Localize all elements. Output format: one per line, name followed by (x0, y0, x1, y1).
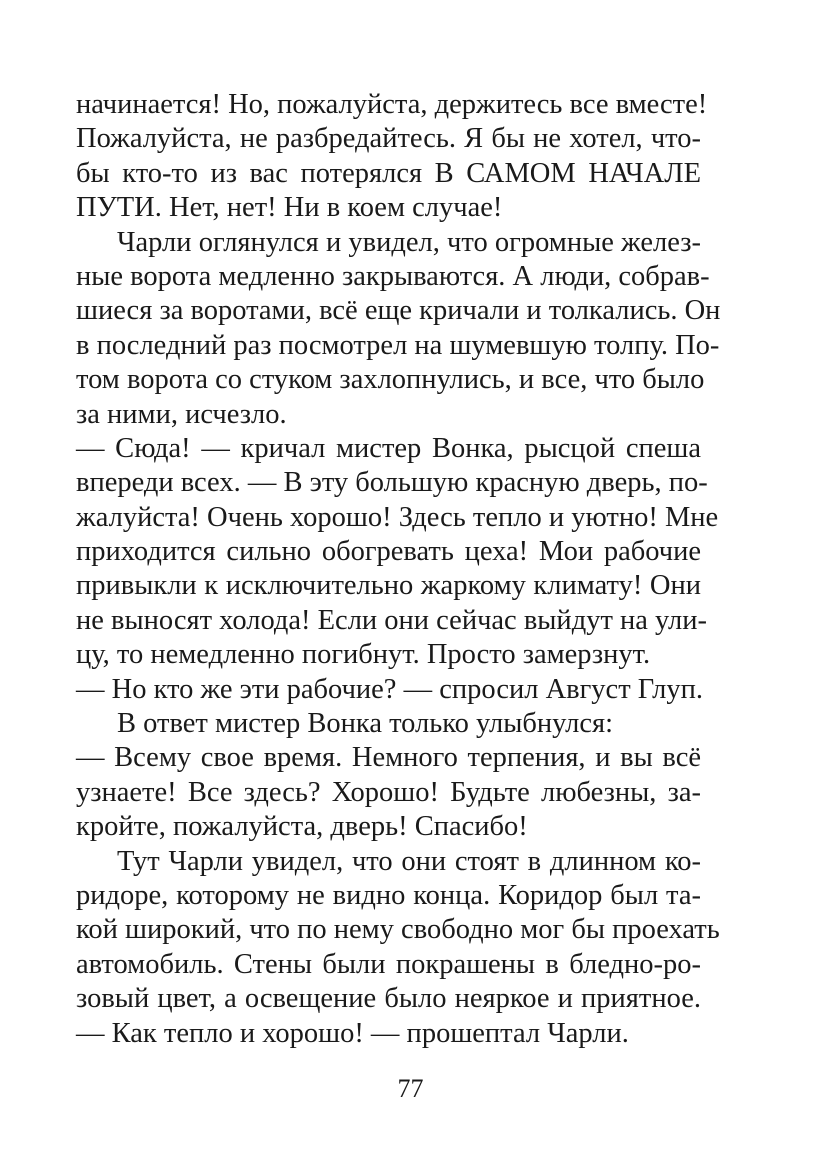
text-line: начинается! Но, пожалуйста, держитесь все вместе! (76, 89, 708, 120)
text-line: — Как тепло и хорошо! — прошептал Чарли. (76, 1017, 629, 1049)
text-line: ПУТИ. Нет, нет! Ни в коем случае! (76, 192, 503, 224)
text-line: в последний раз посмотрел на шумевшую толпу. По- (76, 329, 720, 361)
text-line: В ответ мистер Вонка только улыбнулся: (117, 708, 614, 740)
text-line: узнаете! Все здесь? Хорошо! Будьте любезны, за- (76, 776, 701, 808)
text-line: цу, то немедленно погибнут. Просто замерзнут. (76, 639, 651, 671)
text-line: Пожалуйста, не разбредайтесь. Я бы не хотел, что- (76, 123, 701, 155)
text-line: Чарли оглянулся и увидел, что огромные желез- (117, 226, 701, 258)
text-line: ридоре, которому не видно конца. Коридор был та- (76, 879, 701, 911)
text-line: не выносят холода! Если они сейчас выйдут на ули- (76, 604, 708, 636)
text-line: приходится сильно обогревать цеха! Мои рабочие (76, 536, 701, 568)
text-line: ные ворота медленно закрываются. А люди, собрав- (76, 260, 710, 292)
text-line: бы кто-то из вас потерялся В САМОМ НАЧАЛЕ (76, 157, 701, 189)
text-line: автомобиль. Стены были покрашены в бледно-ро- (76, 948, 701, 980)
text-line: — Всему свое время. Немного терпения, и вы всё (76, 742, 701, 774)
text-line: впереди всех. — В эту большую красную дверь, по- (76, 467, 708, 499)
text-line: шиеся за воротами, всё еще кричали и толкались. Он (76, 295, 721, 327)
text-line: привыкли к исключительно жаркому климату! Они (76, 570, 701, 602)
text-line: — Сюда! — кричал мистер Вонка, рысцой спеша (76, 432, 701, 464)
text-line: кой широкий, что по нему свободно мог бы проехать (76, 914, 720, 946)
page-number: 77 (397, 1074, 424, 1103)
text-line: жалуйста! Очень хорошо! Здесь тепло и уютно! Мне (76, 501, 719, 533)
text-line: зовый цвет, а освещение было неяркое и приятное. (76, 983, 701, 1015)
text-line: кройте, пожалуйста, дверь! Спасибо! (76, 811, 528, 843)
body-text (76, 88, 721, 1051)
text-line: — Но кто же эти рабочие? — спросил Август Глуп. (76, 673, 703, 705)
text-line: том ворота со стуком захлопнулись, и все, что было (76, 364, 705, 396)
text-line: за ними, исчезло. (76, 398, 287, 430)
text-line: Тут Чарли увидел, что они стоят в длинном ко- (117, 845, 701, 877)
